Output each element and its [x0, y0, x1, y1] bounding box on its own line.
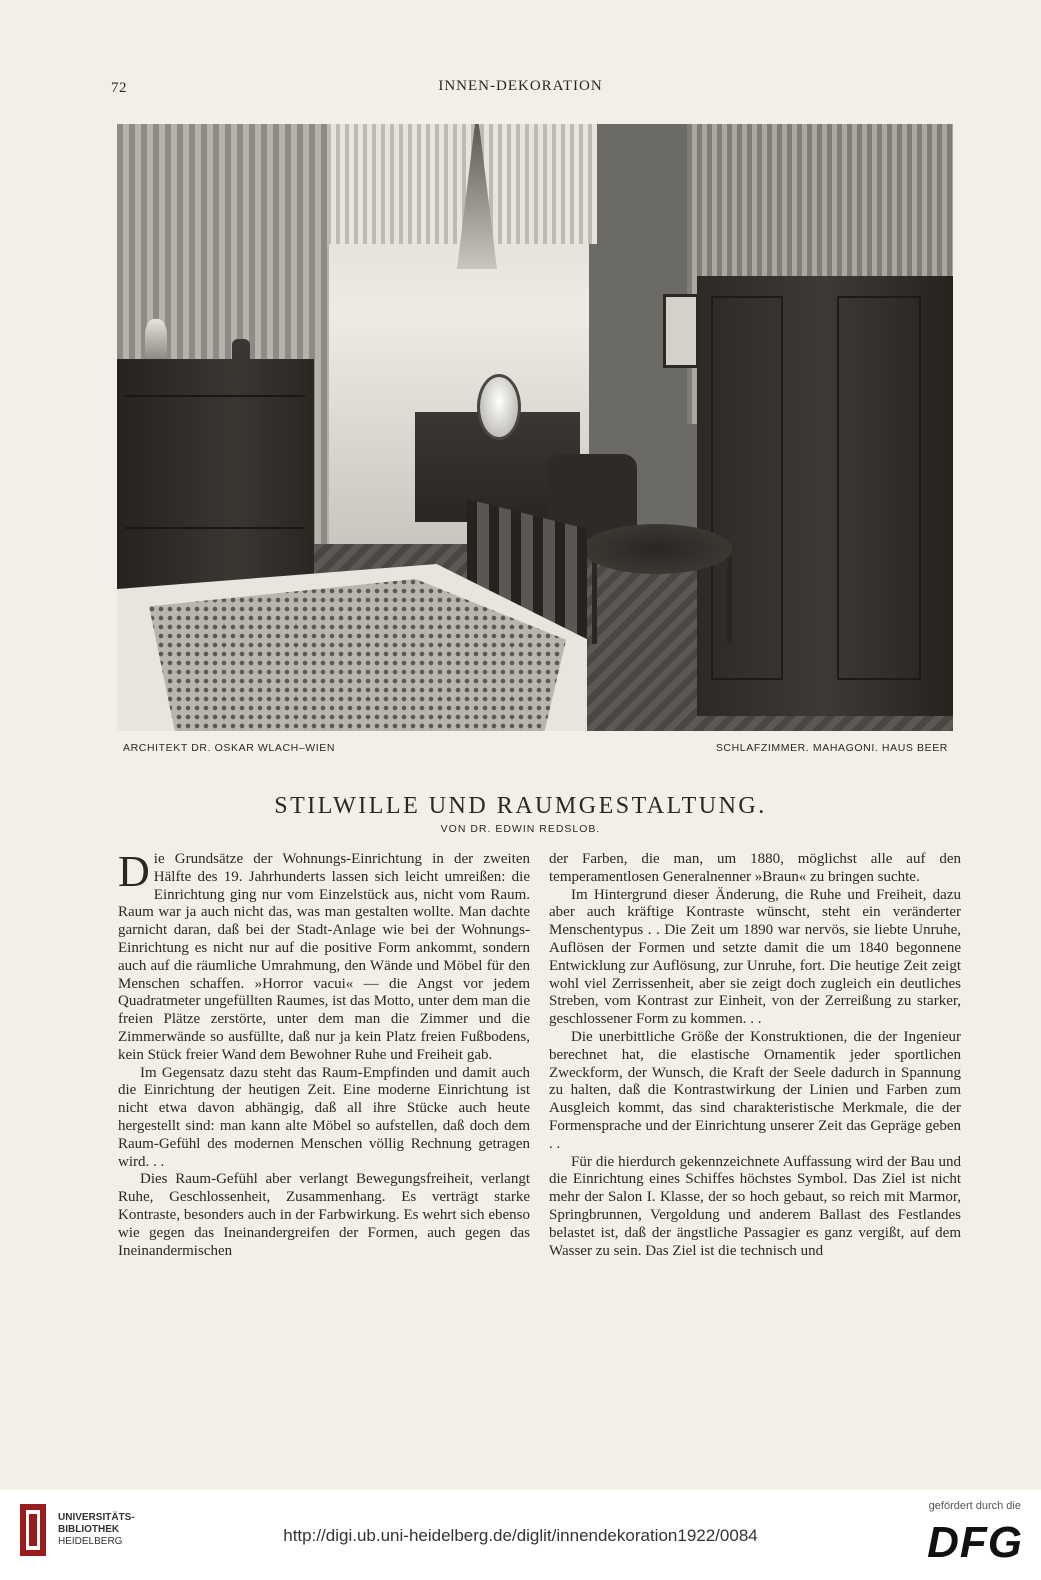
running-head: INNEN-DEKORATION: [438, 78, 603, 94]
vase: [145, 319, 167, 359]
curtain: [327, 124, 597, 244]
round-side-table: [582, 524, 732, 574]
chest-of-drawers: [117, 359, 314, 614]
wardrobe: [697, 276, 953, 716]
dfg-logo: DFG: [927, 1518, 1023, 1567]
permalink-url[interactable]: http://digi.ub.uni-heidelberg.de/diglit/innendekoration1922/0084: [283, 1526, 758, 1545]
paragraph: Im Gegensatz dazu steht das Raum-Empfinden und damit auch die Einrichtung der heutigen Zeit. Eine moderne Einrichtung ist nicht etwa davon abhängig, daß all ihre Stücke auch heute hergestellt sind: man kann alte Möbel so aufstellen, daß doch dem Raum-Gefühl des modernen Menschen völlig Rechnung getragen wird. . .: [118, 1064, 530, 1170]
page-number: 72: [111, 80, 127, 96]
framed-picture: [663, 294, 699, 368]
university-library-name: UNIVERSITÄTS- BIBLIOTHEK HEIDELBERG: [58, 1512, 135, 1547]
article-title: STILWILLE UND RAUMGESTALTUNG.: [274, 793, 767, 819]
oval-mirror: [477, 374, 521, 440]
paragraph: Für die hierdurch gekennzeichnete Auffassung wird der Bau und die Einrichtung eines Schiffes höchstes Symbol. Das Ziel ist nicht mehr der Salon I. Klasse, der so hoch gebaut, so reich mit Marmor, Springbrunnen, Vergoldung und anderem Ballast des Festlandes belastet ist, daß der ängstliche Passagier es ganz vergißt, auf dem Wasser zu sein. Das Ziel ist die technisch und: [549, 1153, 961, 1259]
bedroom-photograph: [117, 124, 953, 731]
text-column-left: [118, 847, 530, 1260]
photo-caption-architect: ARCHITEKT DR. OSKAR WLACH–WIEN: [123, 742, 336, 754]
paragraph: Die unerbittliche Größe der Konstruktionen, die der Ingenieur berechnet hat, die elastische Ornamentik jeder sportlichen Zweckform, der Wunsch, die Kraft der Seele dadurch in Spannung zu halten, daß die Kontrastwirkung der Linien und Farben zum Ausgleich kommt, das sind charakteristische Merkmale, die der Formensprache und der Einrichtung unserer Zeit das Gepräge geben . .: [549, 1028, 961, 1152]
paragraph: der Farben, die man, um 1880, möglichst alle auf den temperamentlosen Generalnenner »Braun« zu bringen suchte.: [549, 851, 961, 885]
drop-cap: D: [118, 847, 150, 896]
paragraph: Die Grundsätze der Wohnungs-Einrichtung in der zweiten Hälfte des 19. Jahrhunderts lassen sich leicht umreißen: die Einrichtung ging nur vom Einzelstück aus, nicht vom Raum. Raum war ja auch nicht das, was man gestalten wollte. Man dachte garnicht daran, daß bei der Stadt-Anlage wie bei der Wohnungs-Einrichtung es nicht nur auf die positive Form ankommt, sondern auch auf die räumliche Umrahmung, den Wände und Möbel für den Menschen schaffen. »Horror vacui« — die Angst vor jedem Quadratmeter ungefüllten Raumes, ist das Motto, unter dem man die freien Plätze zerstörte, unter dem man die Zimmer und die Zimmerwände so ausfüllte, daß nur ja kein Platz freien Fußbodens, kein Stück freier Wand dem Bewohner Ruhe und Freiheit gab.: [118, 847, 530, 1063]
clock: [232, 339, 250, 359]
funding-label: gefördert durch die: [928, 1500, 1021, 1512]
paragraph: Im Hintergrund dieser Änderung, die Ruhe und Freiheit, dazu aber auch kräftige Kontraste wünscht, steht ein veränderter Menschentypus . . Die Zeit um 1890 war nervös, sie liebte Unruhe, Auflösen der Formen und setzte damit die um 1840 begonnene Entwicklung zur Auflösung, zur Unruhe, fort. Die heutige Zeit zeigt wohl viel Zerrissenheit, aber sie zeigt doch zugleich ein deutliches Streben, vom Kontrast zur Einheit, von der Zerreißung zu starker, geschlossener Form zu kommen. . .: [549, 886, 961, 1028]
photo-caption-room: SCHLAFZIMMER. MAHAGONI. HAUS BEER: [715, 742, 948, 754]
paragraph: Dies Raum-Gefühl aber verlangt Bewegungsfreiheit, verlangt Ruhe, Geschlossenheit, Zusammenhang. Es verträgt starke Kontraste, besonders auch in der Farbwirkung. Es wehrt sich ebenso wie gegen das Ineinandergreifen der Formen, auch gegen das Ineinandermischen: [118, 1171, 530, 1259]
text-column-right: [549, 851, 961, 1260]
article-byline: VON DR. EDWIN REDSLOB.: [440, 823, 601, 835]
